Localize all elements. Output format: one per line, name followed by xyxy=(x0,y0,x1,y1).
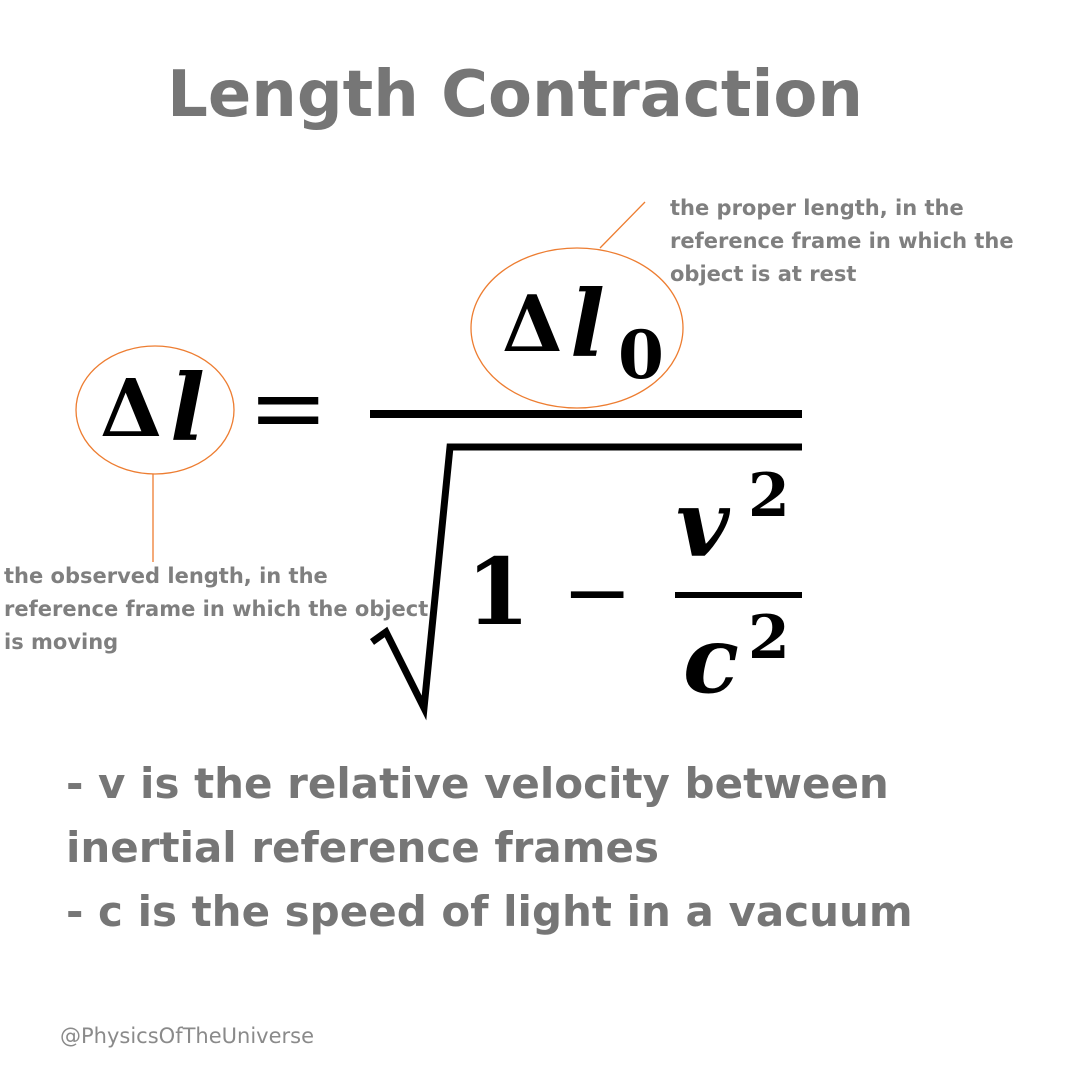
numerator-delta: Δ xyxy=(502,279,563,370)
proper-length-annotation: the proper length, in the reference frame in which the object is at rest xyxy=(670,196,1014,286)
note-light-speed: - c is the speed of light in a vacuum xyxy=(66,887,913,936)
notes-list xyxy=(66,752,1026,944)
denominator-one: 1 xyxy=(466,538,531,646)
note-velocity: - v is the relative velocity between inertial reference frames xyxy=(66,759,889,872)
proper-length-leader xyxy=(600,202,645,248)
main-fraction-bar xyxy=(370,410,802,418)
numerator-variable: l xyxy=(570,270,605,378)
equals-sign: = xyxy=(248,352,329,464)
velocity-v: v xyxy=(676,470,730,578)
velocity-exponent: 2 xyxy=(748,461,790,531)
inner-fraction-bar xyxy=(675,592,802,598)
minus-sign: − xyxy=(562,543,633,641)
numerator-subscript: 0 xyxy=(618,316,664,394)
lhs-delta: Δ xyxy=(100,361,163,455)
page-title: Length Contraction xyxy=(167,58,863,132)
author-handle: @PhysicsOfTheUniverse xyxy=(60,1024,314,1048)
observed-length-annotation: the observed length, in the reference frame in which the object is moving xyxy=(4,564,429,654)
lhs-variable: l xyxy=(170,354,205,462)
light-speed-c: c xyxy=(683,606,740,714)
light-speed-exponent: 2 xyxy=(748,603,790,673)
